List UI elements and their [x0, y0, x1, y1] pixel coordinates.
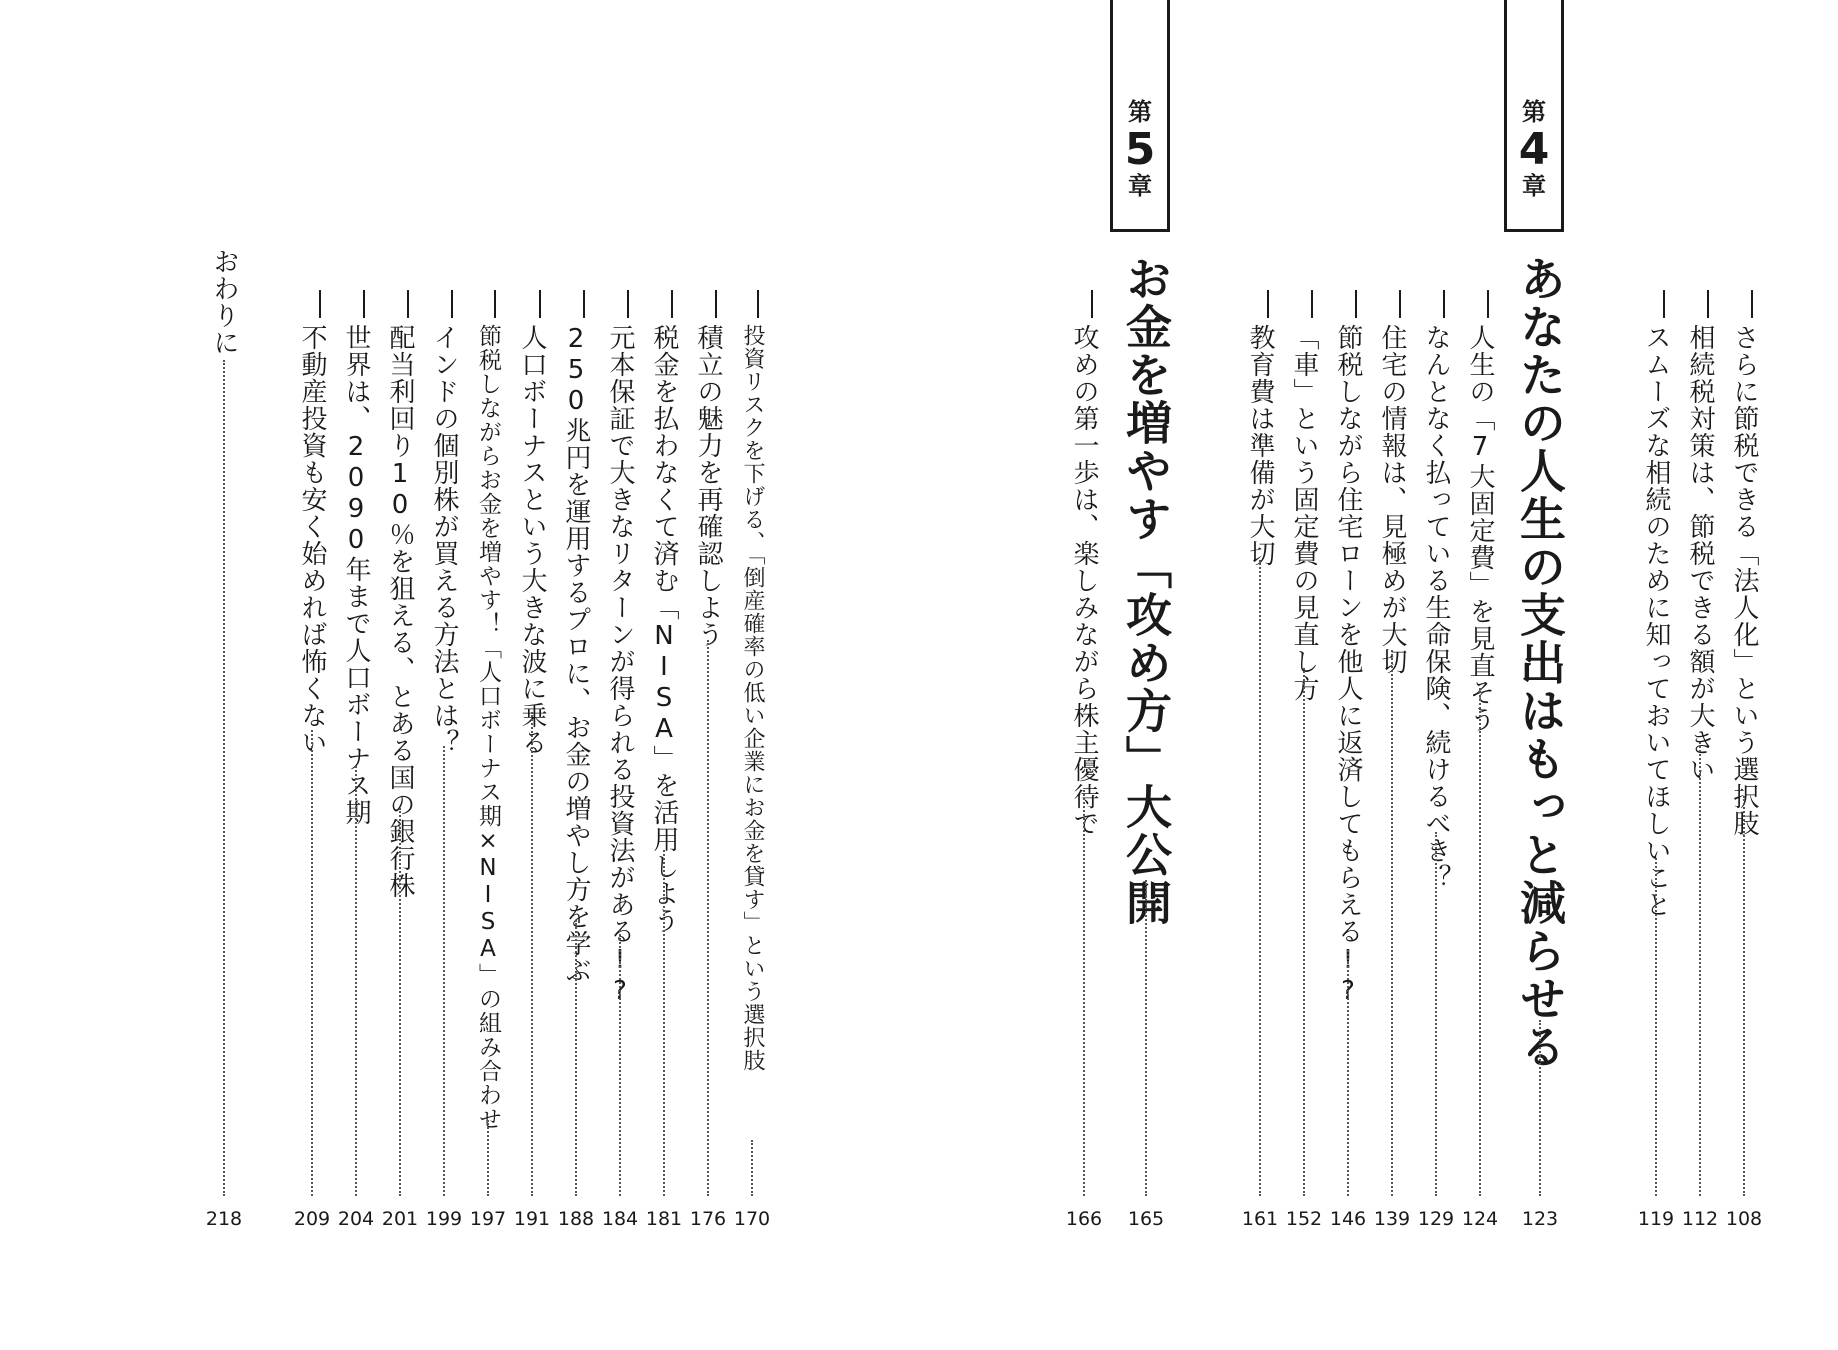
- toc-entry[interactable]: [688, 0, 728, 1350]
- toc-entry[interactable]: [1240, 0, 1280, 1350]
- leader-dots: [487, 1120, 489, 1196]
- toc-entry-text: 住宅の情報は、見極めが大切: [1372, 290, 1412, 675]
- chapter-4-title-entry[interactable]: [1510, 0, 1570, 1350]
- toc-page-number: 108: [1725, 1208, 1763, 1230]
- toc-entry-text: 教育費は準備が大切: [1240, 290, 1280, 567]
- leader-dots: [1391, 650, 1393, 1196]
- toc-entry-closing[interactable]: [204, 0, 244, 1350]
- toc-page-number: 204: [337, 1208, 375, 1230]
- toc-page-number: 161: [1241, 1208, 1279, 1230]
- leader-dots: [531, 712, 533, 1196]
- toc-entry[interactable]: [1372, 0, 1412, 1350]
- toc-entry[interactable]: [1064, 0, 1104, 1350]
- toc-entry[interactable]: [644, 0, 684, 1350]
- leader-dots: [1479, 688, 1481, 1196]
- chapter-label-sho: 章: [1128, 172, 1152, 200]
- leader-dots: [1347, 950, 1349, 1196]
- toc-entry-text: 不動産投資も安く始めれば怖くない: [292, 290, 332, 756]
- toc-entry[interactable]: [1284, 0, 1324, 1350]
- leader-dots: [1303, 668, 1305, 1196]
- toc-entry[interactable]: [1680, 0, 1720, 1350]
- toc-page-number: 176: [689, 1208, 727, 1230]
- chapter-5-title-entry[interactable]: [1116, 0, 1176, 1350]
- toc-page-number: 201: [381, 1208, 419, 1230]
- toc-page-number: 170: [733, 1208, 771, 1230]
- leader-dots: [619, 930, 621, 1196]
- leader-dots: [1435, 832, 1437, 1196]
- toc-page-number: 165: [1127, 1208, 1165, 1230]
- toc-page-number: 166: [1065, 1208, 1103, 1230]
- leader-dots: [399, 808, 401, 1196]
- toc-entry-text: 相続税対策は、節税できる額が大きい: [1680, 290, 1720, 783]
- toc-entry-text: スムーズな相続のために知っておいてほしいこと: [1636, 290, 1676, 918]
- toc-entry-text: 攻めの第一歩は、楽しみながら株主優待で: [1064, 290, 1104, 837]
- leader-dots: [707, 640, 709, 1196]
- leader-dots: [1743, 796, 1745, 1196]
- chapter-title: お金を増やす「攻め方」大公開: [1119, 255, 1173, 927]
- toc-entry[interactable]: [556, 0, 596, 1350]
- toc-entry-text: 節税しながら住宅ローンを他人に返済してもらえる!?: [1328, 290, 1368, 1007]
- leader-dots: [311, 730, 313, 1196]
- toc-entry[interactable]: [1460, 0, 1500, 1350]
- toc-page-number: 197: [469, 1208, 507, 1230]
- toc-page-number: 129: [1417, 1208, 1455, 1230]
- chapter-label-number: 5: [1124, 124, 1156, 175]
- toc-page-number: 199: [425, 1208, 463, 1230]
- chapter-label-number: 4: [1518, 124, 1550, 175]
- toc-entry[interactable]: [600, 0, 640, 1350]
- toc-page-number: 146: [1329, 1208, 1367, 1230]
- toc-entry-text: なんとなく払っている生命保険、続けるべき？: [1416, 290, 1456, 891]
- toc-entry-text: インドの個別株が買える方法とは？: [424, 290, 464, 756]
- toc-page-number: 124: [1461, 1208, 1499, 1230]
- toc-entry[interactable]: [732, 0, 772, 1350]
- toc-entry[interactable]: [1328, 0, 1368, 1350]
- toc-entry-text: 「車」という固定費の見直し方: [1284, 290, 1324, 702]
- toc-entry-text: 人生の「7大固定費」を見直そう: [1460, 290, 1500, 733]
- toc-entry[interactable]: [424, 0, 464, 1350]
- toc-page-number: 218: [205, 1208, 243, 1230]
- toc-entry[interactable]: [1416, 0, 1456, 1350]
- toc-entry-text: さらに節税できる「法人化」という選択肢: [1724, 290, 1764, 837]
- leader-dots: [443, 746, 445, 1196]
- toc-page-number: 209: [293, 1208, 331, 1230]
- toc-page-number: 181: [645, 1208, 683, 1230]
- toc-page-number: 191: [513, 1208, 551, 1230]
- toc-entry-text: 250兆円を運用するプロに、お金の増やし方を学ぶ: [556, 290, 596, 984]
- leader-dots: [1259, 560, 1261, 1196]
- toc-page-number: 139: [1373, 1208, 1411, 1230]
- leader-dots: [1539, 1020, 1541, 1196]
- chapter-label-sho: 章: [1522, 172, 1546, 200]
- toc-entry[interactable]: [1724, 0, 1764, 1350]
- toc-entry[interactable]: [292, 0, 332, 1350]
- toc-entry-text: 節税しながらお金を増やす！「人口ボーナス期×NISA」の組み合わせ: [468, 290, 508, 1131]
- chapter-label-dai: 第: [1522, 98, 1546, 126]
- chapter-label-dai: 第: [1128, 98, 1152, 126]
- toc-page-number: 112: [1681, 1208, 1719, 1230]
- toc-page-number: 123: [1521, 1208, 1559, 1230]
- toc-entry[interactable]: [468, 0, 508, 1350]
- toc-entry[interactable]: [1636, 0, 1676, 1350]
- leader-dots: [1655, 858, 1657, 1196]
- toc-entry-text: 配当利回り10％を狙える、とある国の銀行株: [380, 290, 420, 899]
- toc-entry-text: 人口ボーナスという大きな波に乗る: [512, 290, 552, 756]
- leader-dots: [751, 1140, 753, 1196]
- toc-entry-text: 積立の魅力を再確認しよう: [688, 290, 728, 648]
- leader-dots: [1699, 742, 1701, 1196]
- leader-dots: [223, 360, 225, 1196]
- toc-entry-text: 税金を払わなくて済む「NISA」を活用しよう: [644, 290, 684, 934]
- toc-entry[interactable]: [380, 0, 420, 1350]
- toc-page-number: 184: [601, 1208, 639, 1230]
- leader-dots: [663, 850, 665, 1196]
- leader-dots: [575, 920, 577, 1196]
- toc-entry-text: おわりに: [209, 248, 239, 356]
- toc-page-number: 188: [557, 1208, 595, 1230]
- leader-dots: [1145, 880, 1147, 1196]
- toc-entry-text: 元本保証で大きなリターンが得られる投資法がある!?: [600, 290, 640, 1007]
- toc-page-number: 152: [1285, 1208, 1323, 1230]
- toc-page-number: 119: [1637, 1208, 1675, 1230]
- chapter-title: あなたの人生の支出はもっと減らせる: [1513, 255, 1567, 1071]
- toc-entry-text: 世界は、2090年まで人口ボーナス期: [336, 290, 376, 826]
- toc-entry[interactable]: [336, 0, 376, 1350]
- toc-entry-text: 投資リスクを下げる、「倒産確率の低い企業にお金を貸す」という選択肢: [732, 290, 772, 1072]
- leader-dots: [355, 766, 357, 1196]
- toc-entry[interactable]: [512, 0, 552, 1350]
- leader-dots: [1083, 790, 1085, 1196]
